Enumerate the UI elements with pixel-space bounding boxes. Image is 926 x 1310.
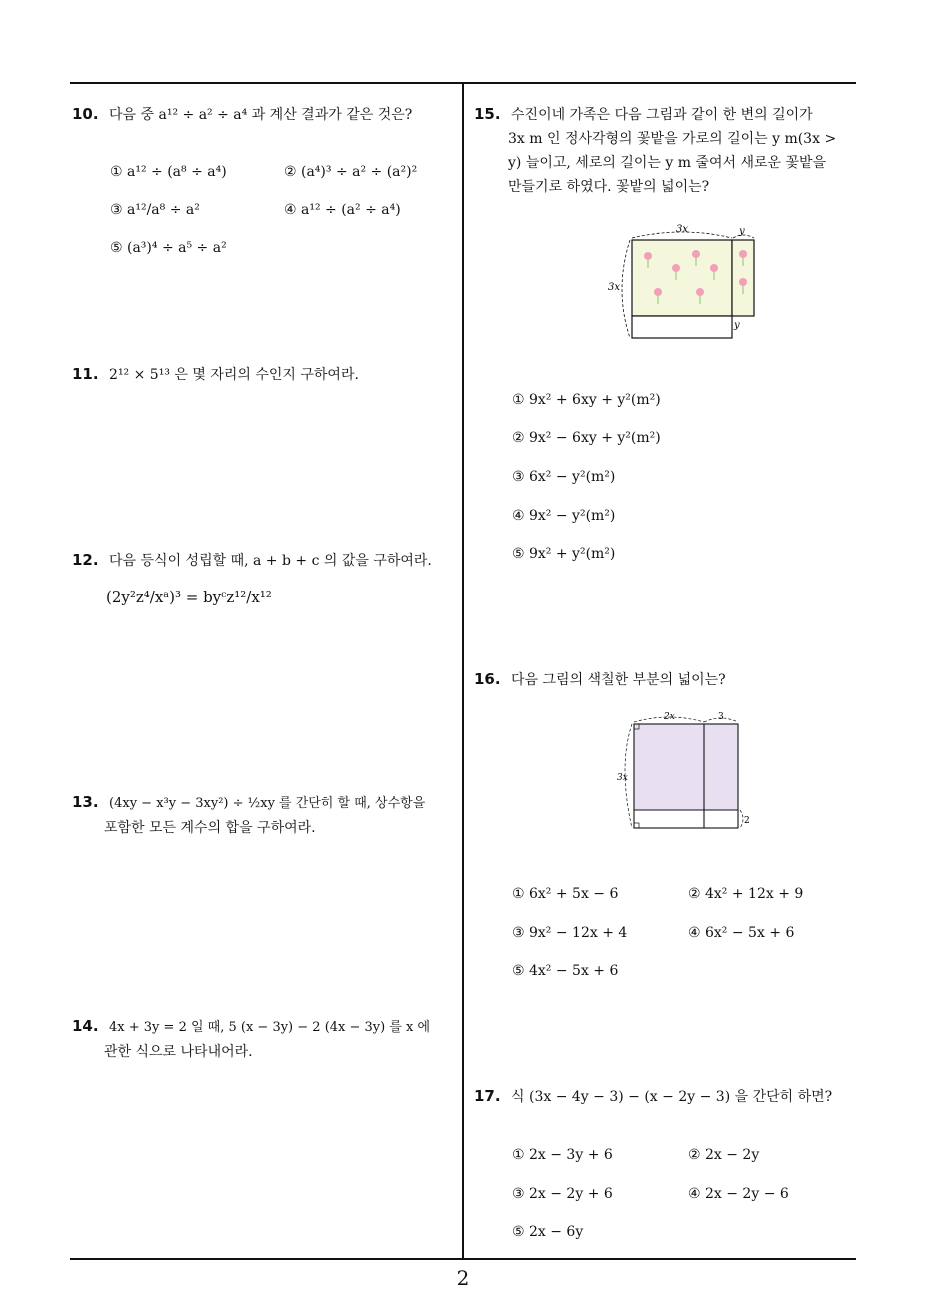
q16-option-5[interactable]: ⑤ 4x² − 5x + 6 [512,963,619,979]
question-text: 식 (3x − 4y − 3) − (x − 2y − 3) 을 간단히 하면? [511,1089,833,1105]
label-top-left: 2x [664,712,675,722]
question-text-line4: 만들기로 하였다. 꽃밭의 넓이는? [508,179,710,195]
q16-option-3[interactable]: ③ 9x² − 12x + 4 [512,925,628,941]
q15-option-2[interactable]: ② 9x² − 6xy + y²(m²) [512,430,661,446]
label-top-right: 3 [718,712,724,722]
question-text-line2: 관한 식으로 나타내어라. [104,1044,253,1060]
question-number: 15. [474,105,501,123]
q10-option-3[interactable]: ③ a¹²/a⁸ ÷ a² [110,202,200,218]
q15-option-3[interactable]: ③ 6x² − y²(m²) [512,469,616,485]
shaded-region [634,724,738,810]
question-text-line2: 3x m 인 정사각형의 꽃밭을 가로의 길이는 y m(3x > [508,131,837,147]
q17-option-5[interactable]: ⑤ 2x − 6y [512,1224,584,1240]
q10-option-2[interactable]: ② (a⁴)³ ÷ a² ÷ (a²)² [284,164,418,180]
page-number: 2 [456,1266,470,1290]
label-right: 2 [744,816,750,826]
q15-option-4[interactable]: ④ 9x² − y²(m²) [512,508,616,524]
garden-square [632,240,732,316]
q15-option-1[interactable]: ① 9x² + 6xy + y²(m²) [512,392,661,408]
q16-option-2[interactable]: ② 4x² + 12x + 9 [688,886,804,902]
label-left: 3x [608,282,621,293]
garden-figure [606,218,766,344]
question-13 [72,790,457,840]
label-left: 3x [617,773,628,783]
question-number: 11. [72,365,99,383]
question-17 [474,1084,860,1109]
question-16 [474,667,860,692]
question-text-line1: 4x + 3y = 2 일 때, 5 (x − 3y) − 2 (4x − 3y) 를 x 에 [109,1020,431,1035]
question-number: 10. [72,105,99,123]
q17-option-4[interactable]: ④ 2x − 2y − 6 [688,1186,789,1202]
bottom-rule [70,1258,856,1260]
question-number: 16. [474,670,501,688]
q16-option-4[interactable]: ④ 6x² − 5x + 6 [688,925,795,941]
question-text-line2: 포함한 모든 계수의 합을 구하여라. [104,820,316,836]
q10-option-4[interactable]: ④ a¹² ÷ (a² ÷ a⁴) [284,202,401,218]
q16-option-1[interactable]: ① 6x² + 5x − 6 [512,886,619,902]
question-number: 14. [72,1017,99,1035]
q17-option-3[interactable]: ③ 2x − 2y + 6 [512,1186,613,1202]
q15-option-5[interactable]: ⑤ 9x² + y²(m²) [512,546,616,562]
question-text: 2¹² × 5¹³ 은 몇 자리의 수인지 구하여라. [109,367,359,383]
question-12 [72,548,457,573]
q10-option-1[interactable]: ① a¹² ÷ (a⁸ ÷ a⁴) [110,164,227,180]
label-bottom-right: y [734,320,740,331]
shaded-area-figure [612,708,756,834]
question-11 [72,362,457,387]
question-number: 17. [474,1087,501,1105]
question-number: 13. [72,793,99,811]
question-text: 다음 중 a¹² ÷ a² ÷ a⁴ 과 계산 결과가 같은 것은? [109,107,413,123]
question-10 [72,102,457,127]
right-arc [740,810,743,828]
column-divider [462,82,464,1260]
q17-option-1[interactable]: ① 2x − 3y + 6 [512,1147,613,1163]
question-14 [72,1014,457,1064]
q12-equation: (2y²z⁴/xᵃ)³ = byᶜz¹²/x¹² [106,588,272,606]
question-text-line1: 수진이네 가족은 다음 그림과 같이 한 변의 길이가 [511,107,813,123]
q10-option-5[interactable]: ⑤ (a³)⁴ ÷ a⁵ ÷ a² [110,240,227,256]
label-top: 3x [676,224,689,235]
question-number: 12. [72,551,99,569]
garden-removed-strip [632,316,732,338]
question-text-line3: y) 늘이고, 세로의 길이는 y m 줄여서 새로운 꽃밭을 [508,155,827,171]
question-15 [474,102,860,199]
question-text: 다음 등식이 성립할 때, a + b + c 의 값을 구하여라. [109,553,432,569]
question-text: 다음 그림의 색칠한 부분의 넓이는? [511,672,726,688]
question-text-line1: (4xy − x³y − 3xy²) ÷ ½xy 를 간단히 할 때, 상수항을 [109,796,426,811]
right-angle-mark [634,823,639,828]
label-right-top: y [739,226,745,237]
q17-option-2[interactable]: ② 2x − 2y [688,1147,760,1163]
left-dimension-arc [622,240,630,338]
